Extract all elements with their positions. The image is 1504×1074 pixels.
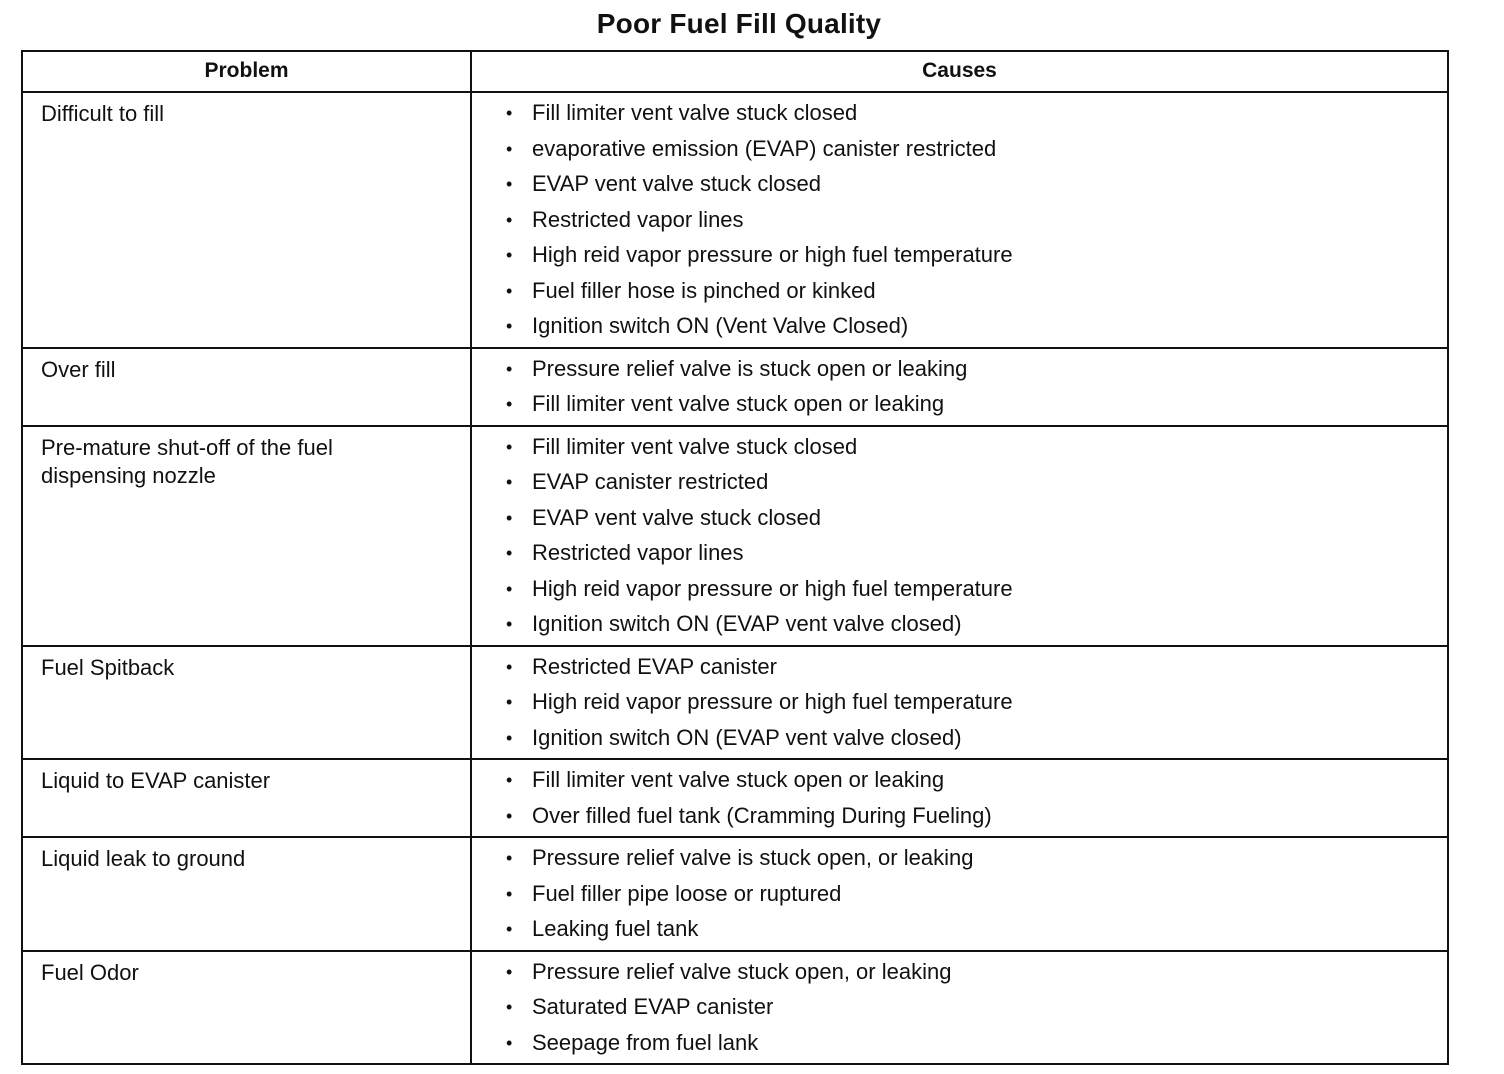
cause-item: • Seepage from fuel lank [506,1028,1447,1064]
cause-item: • EVAP canister restricted [506,467,1447,503]
problem-cell: Over fill [23,349,472,425]
cause-item: • Leaking fuel tank [506,914,1447,950]
cause-item: • Fuel filler hose is pinched or kinked [506,276,1447,312]
cause-item: • Ignition switch ON (EVAP vent valve closed) [506,609,1447,645]
fuel-fill-table [21,50,1449,1065]
causes-list [506,765,1447,836]
causes-list [506,98,1447,347]
causes-cell [472,952,1447,1064]
problem-cell: Difficult to fill [23,93,472,347]
cause-item: • Fuel filler pipe loose or ruptured [506,879,1447,915]
column-header-problem: Problem [23,52,472,91]
table-row [23,91,1447,347]
table-header-row [23,52,1447,91]
causes-list [506,957,1447,1064]
problem-cell: Fuel Spitback [23,647,472,759]
page-title: Poor Fuel Fill Quality [596,8,882,39]
cause-item: • EVAP vent valve stuck closed [506,169,1447,205]
causes-list [506,354,1447,425]
causes-cell [472,838,1447,950]
problem-cell: Liquid leak to ground [23,838,472,950]
table-row [23,758,1447,836]
cause-item: • Ignition switch ON (EVAP vent valve closed) [506,723,1447,759]
cause-item: • Ignition switch ON (Vent Valve Closed) [506,311,1447,347]
cause-item: • High reid vapor pressure or high fuel temperature [506,687,1447,723]
causes-list [506,652,1447,759]
table-row [23,347,1447,425]
cause-item: • EVAP vent valve stuck closed [506,503,1447,539]
causes-list [506,432,1447,645]
causes-list [506,843,1447,950]
cause-item: • Pressure relief valve is stuck open or leaking [506,354,1447,390]
cause-item: • Pressure relief valve is stuck open, or leaking [506,843,1447,879]
cause-item: • evaporative emission (EVAP) canister restricted [506,134,1447,170]
table-row [23,425,1447,645]
cause-item: • Restricted vapor lines [506,538,1447,574]
causes-cell [472,427,1447,645]
problem-cell: Fuel Odor [23,952,472,1064]
table-row [23,836,1447,950]
causes-cell [472,647,1447,759]
causes-cell [472,760,1447,836]
causes-cell [472,93,1447,347]
cause-item: • Fill limiter vent valve stuck open or leaking [506,765,1447,801]
causes-cell [472,349,1447,425]
table-row [23,950,1447,1064]
cause-item: • Pressure relief valve stuck open, or leaking [506,957,1447,993]
cause-item: • Fill limiter vent valve stuck open or leaking [506,389,1447,425]
cause-item: • Restricted vapor lines [506,205,1447,241]
cause-item: • Fill limiter vent valve stuck closed [506,98,1447,134]
cause-item: • Restricted EVAP canister [506,652,1447,688]
cause-item: • Over filled fuel tank (Cramming During Fueling) [506,801,1447,837]
cause-item: • High reid vapor pressure or high fuel temperature [506,240,1447,276]
column-header-causes: Causes [922,59,997,82]
cause-item: • Fill limiter vent valve stuck closed [506,432,1447,468]
cause-item: • High reid vapor pressure or high fuel temperature [506,574,1447,610]
problem-cell: Pre-mature shut-off of the fuel dispensing nozzle [23,427,472,645]
cause-item: • Saturated EVAP canister [506,992,1447,1028]
problem-cell: Liquid to EVAP canister [23,760,472,836]
table-row [23,645,1447,759]
